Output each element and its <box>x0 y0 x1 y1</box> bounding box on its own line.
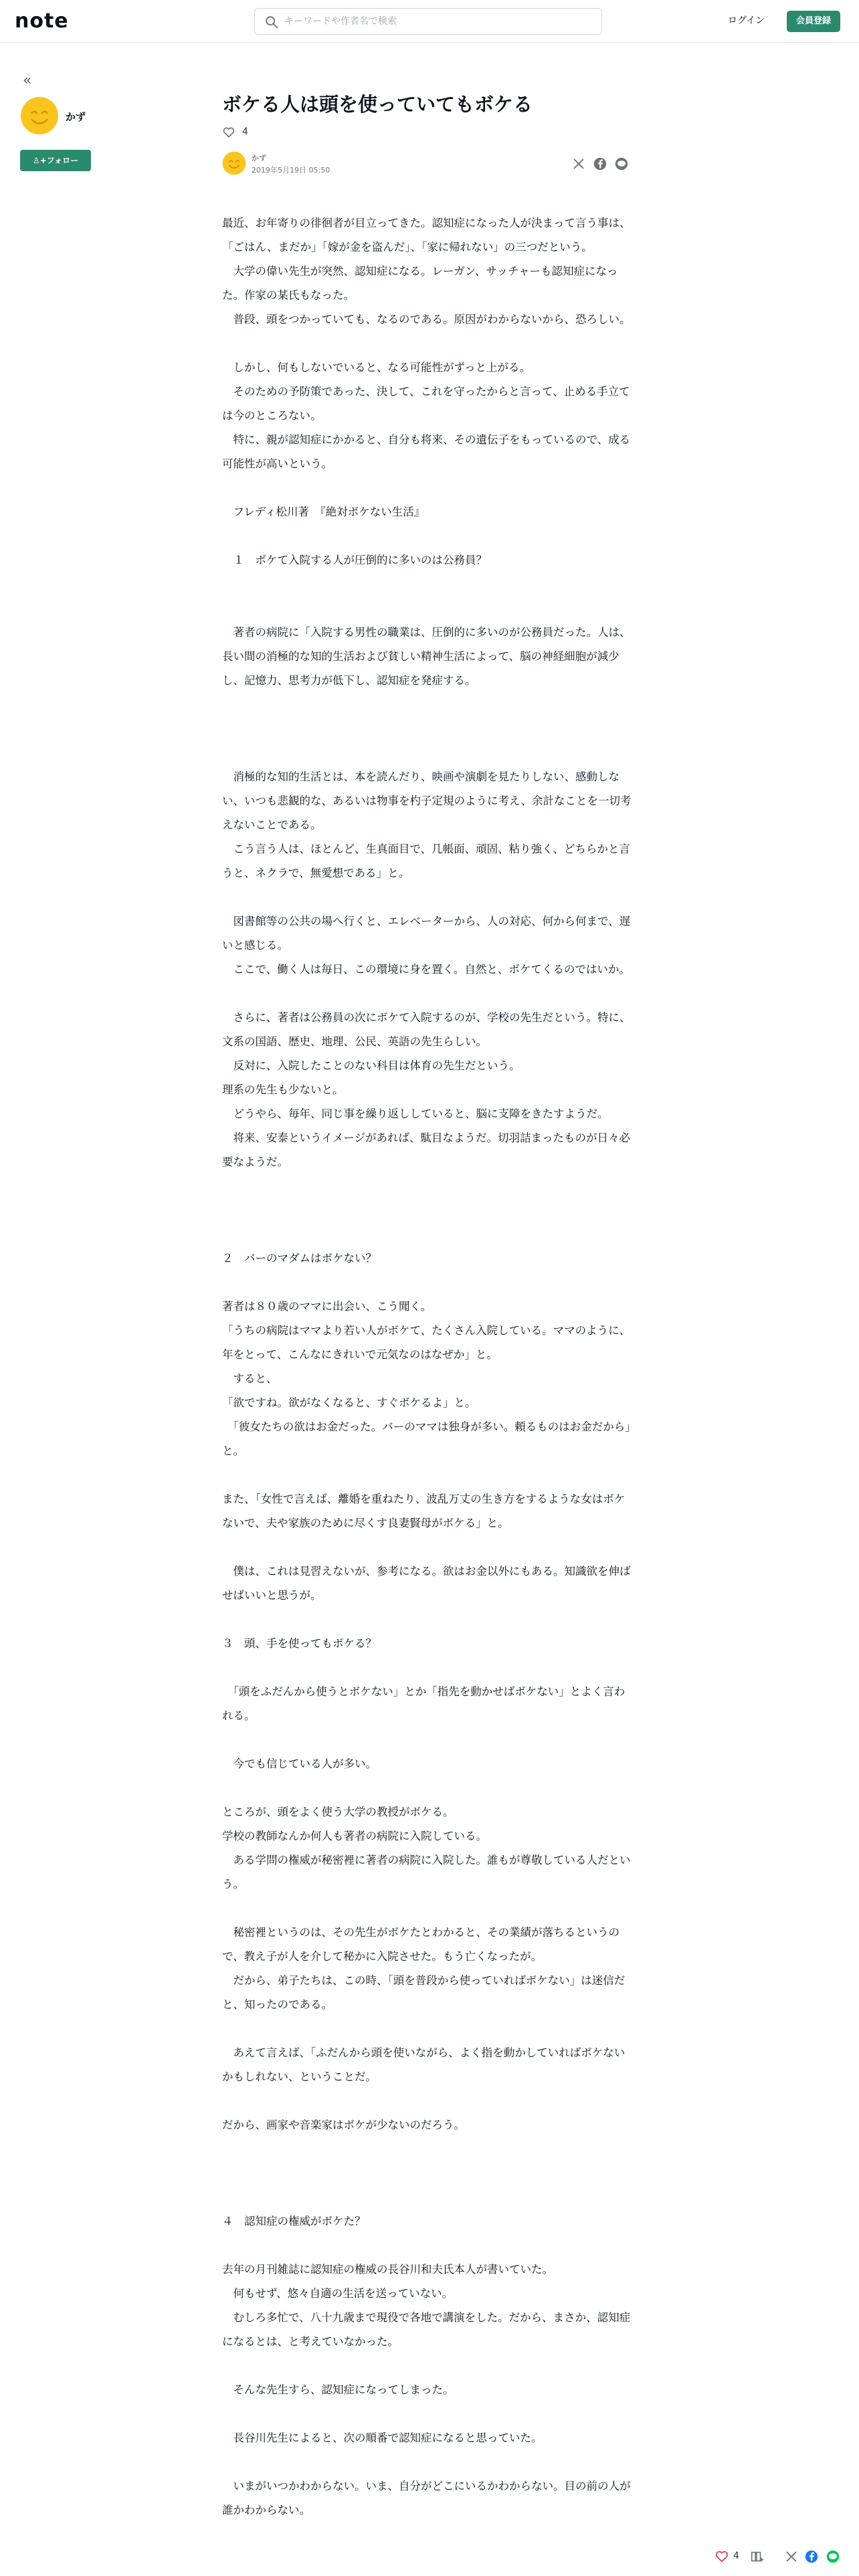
heart-icon[interactable] <box>222 126 235 139</box>
login-link[interactable]: ログイン <box>728 15 765 26</box>
author-name[interactable]: かず <box>252 154 266 163</box>
collapse-sidebar-icon[interactable]: « <box>23 72 32 89</box>
body-paragraph: ３ 頭、手を使ってもボケる？ <box>222 1637 377 1650</box>
body-paragraph: ところが、頭をよく使う大学の教授がボケる。 <box>222 1806 454 1818</box>
body-paragraph: だから、弟子たちは、この時、「頭を普段から使っていればボケない」は迷信だと、知ったのである。 <box>222 1974 626 2011</box>
body-paragraph <box>222 1174 633 1198</box>
body-paragraph: どうやら、毎年、同じ事を繰り返ししていると、脳に支障をきたすようだ。 <box>222 1107 609 1120</box>
body-paragraph <box>222 1271 633 1295</box>
article-body <box>222 211 633 2523</box>
signup-button[interactable]: 会員登録 <box>787 11 840 32</box>
body-paragraph: 僕は、これは見習えないが、参考になる。欲はお金以外にもある。知識欲を伸ばせばいいと思うが。 <box>222 1565 631 1602</box>
body-paragraph <box>222 2089 633 2113</box>
body-paragraph <box>222 717 633 741</box>
body-paragraph <box>222 572 633 597</box>
body-paragraph <box>222 2017 633 2041</box>
body-paragraph: いまがいつかわからない。いま、自分がどこにいるかわからない。目の前の人が誰かわからない。 <box>222 2480 631 2516</box>
facebook-share-icon[interactable] <box>804 2549 819 2564</box>
body-paragraph <box>222 332 633 356</box>
magazine-add-icon[interactable] <box>749 2549 764 2564</box>
body-paragraph: 普段、頭をつかっていても、なるのである。原因がわからないから、恐ろしい。 <box>222 313 631 326</box>
body-paragraph: そんな先生すら、認知症になってしまった。 <box>222 2383 454 2396</box>
body-paragraph: さらに、著者は公務員の次にボケて入院するのが、学校の先生だという。特に、文系の国語、歴史、地理、公民、英語の先生らしい。 <box>222 1011 631 1048</box>
body-paragraph: 去年の月刊雑誌に認知症の権威の長谷川和夫氏本人が書いていた。 <box>222 2263 553 2276</box>
note-logo[interactable]: note <box>15 9 69 33</box>
body-paragraph: 理系の先生も少ないと。 <box>222 1083 344 1096</box>
body-paragraph <box>222 693 633 717</box>
body-paragraph <box>222 1608 633 1632</box>
body-paragraph: むしろ多忙で、八十九歳まで現役で各地で講演をした。だから、まさか、認知症になるとは、と考えていなかった。 <box>222 2311 631 2348</box>
body-paragraph: 学校の教師なんか何人も著者の病院に入院している。 <box>222 1830 487 1842</box>
like-count: 4 <box>242 126 248 137</box>
body-paragraph: 消極的な知的生活とは、本を読んだり、映画や演劇を見たりしない、感動しない、いつも悲観的な、あるいは物事を杓子定規のように考え、余計なことを一切考えないことである。 <box>222 770 632 831</box>
body-paragraph: 秘密裡というのは、その先生がボケたとわかると、その業績が落ちるというので、教え子が人を介して秘かに入院させた。もう亡くなったが。 <box>222 1926 619 1963</box>
body-paragraph <box>222 597 633 621</box>
body-paragraph: そのための予防策であった、決して、これを守ったからと言って、止める手立ては今のところない。 <box>222 385 630 422</box>
body-paragraph: あえて言えば、「ふだんから頭を使いながら、よく指を動かしていればボケないかもしれない、ということだ。 <box>222 2046 626 2083</box>
body-paragraph: 「彼女たちの欲はお金だった。バーのママは独身が多い。頼るものはお金だから」と。 <box>222 1420 631 1457</box>
publish-date: 2019年5月19日 05:50 <box>252 166 330 175</box>
body-paragraph: だから、画家や音楽家はボケが少ないのだろう。 <box>222 2119 465 2131</box>
body-paragraph <box>222 1198 633 1222</box>
follow-label: フォロー <box>46 156 79 165</box>
body-paragraph <box>222 2137 633 2161</box>
body-paragraph <box>222 1222 633 1247</box>
x-share-icon[interactable] <box>571 156 586 171</box>
author-small-avatar[interactable] <box>222 151 246 175</box>
body-paragraph <box>222 2354 633 2378</box>
body-paragraph: 図書館等の公共の場へ行くと、エレベーターから、人の対応、何から何まで、遅いと感じる。 <box>222 915 631 952</box>
x-share-icon[interactable] <box>784 2549 799 2564</box>
body-paragraph: 長谷川先生によると、次の順番で認知症になると思っていた。 <box>222 2432 543 2444</box>
follow-button[interactable] <box>20 150 91 171</box>
body-paragraph <box>222 1897 633 1921</box>
facebook-share-icon[interactable] <box>593 156 607 171</box>
floating-like-count: 4 <box>733 2551 739 2561</box>
author-row <box>222 151 633 178</box>
top-header <box>0 0 859 43</box>
search-icon <box>264 15 279 29</box>
body-paragraph: すると、 <box>222 1372 278 1385</box>
body-paragraph: 「欲ですね。欲がなくなると、すぐボケるよ」と。 <box>222 1396 476 1409</box>
search-input[interactable] <box>284 13 592 30</box>
body-paragraph <box>222 2185 633 2210</box>
follow-plus-icon: ♙+ <box>32 156 47 165</box>
body-paragraph: ２ バーのマダムはボケない？ <box>222 1252 377 1265</box>
body-paragraph <box>222 1728 633 1752</box>
body-paragraph: 著者は８０歳のママに出会い、こう聞く。 <box>222 1300 432 1313</box>
body-paragraph: 今でも信じている人が多い。 <box>222 1757 377 1770</box>
body-paragraph: 「頭をふだんから使うとボケない」とか「指先を動かせばボケない」とよく言われる。 <box>222 1685 626 1722</box>
article-title: ボケる人は頭を使っていてもボケる <box>222 93 533 116</box>
body-paragraph: また、「女性で言えば、離婚を重ねたり、波乱万丈の生き方をするような女はボケないで、夫や家族のために尽くす良妻賢母がボケる」と。 <box>222 1493 626 1529</box>
body-paragraph <box>222 1463 633 1487</box>
body-paragraph <box>222 982 633 1006</box>
body-paragraph: 将来、安泰というイメージがあれば、駄目なようだ。切羽詰まったものが日々必要なようだ。 <box>222 1132 631 1168</box>
body-paragraph <box>222 524 633 548</box>
body-paragraph <box>222 1656 633 1680</box>
line-share-icon[interactable] <box>614 156 629 171</box>
line-share-icon[interactable] <box>826 2549 840 2564</box>
body-paragraph <box>222 476 633 500</box>
body-paragraph: 著者の病院に「入院する男性の職業は、圧倒的に多いのが公務員だった。人は、長い間の消極的な知的生活および貧しい精神生活によって、脳の神経細胞が減少し、記憶力、思考力が低下し、認知症を発症する。 <box>222 626 631 687</box>
body-paragraph: 反対に、入院したことのない科目は体育の先生だという。 <box>222 1059 520 1072</box>
body-paragraph: ４ 認知症の権威がボケた？ <box>222 2215 366 2228</box>
body-paragraph: こう言う人は、ほとんど、生真面目で、几帳面、頑固、粘り強く、どちらかと言うと、ネクラで、無愛想である」と。 <box>222 843 630 879</box>
body-paragraph <box>222 1535 633 1560</box>
body-paragraph <box>222 2234 633 2258</box>
author-avatar[interactable] <box>20 96 59 135</box>
body-paragraph: 最近、お年寄りの徘徊者が目立ってきた。認知症になった人が決まって言う事は、「ごはん、まだか」「嫁が金を盗んだ」、「家に帰れない」の三つだという。 <box>222 217 631 253</box>
body-paragraph: 大学の偉い先生が突然、認知症になる。レーガン、サッチャーも認知症になった。作家の某氏もなった。 <box>222 265 618 302</box>
body-paragraph: ある学問の権威が秘密裡に著者の病院に入院した。誰もが尊敬している人だという。 <box>222 1854 631 1891</box>
body-paragraph <box>222 1776 633 1800</box>
body-paragraph <box>222 2161 633 2185</box>
body-paragraph <box>222 741 633 765</box>
floating-action-bar <box>709 2545 850 2569</box>
body-paragraph: １ ボケて入院する人が圧倒的に多いのは公務員？ <box>222 554 487 566</box>
heart-icon[interactable] <box>714 2549 729 2564</box>
body-paragraph <box>222 885 633 909</box>
body-paragraph: しかし、何もしないでいると、なる可能性がずっと上がる。 <box>222 361 531 374</box>
body-paragraph: フレディ松川著 『絶対ボケない生活』 <box>222 506 425 518</box>
body-paragraph: 「うちの病院はママより若い人がボケて、たくさん入院している。ママのように、年をとって、こんなにきれいで元気なのはなぜか」と。 <box>222 1324 631 1361</box>
body-paragraph: 何もせず、悠々自適の生活を送っていない。 <box>222 2287 454 2300</box>
search-box[interactable] <box>254 8 602 35</box>
body-paragraph <box>222 2450 633 2474</box>
body-paragraph <box>222 2402 633 2426</box>
sidebar-author-name[interactable]: かず <box>66 111 86 123</box>
body-paragraph: 特に、親が認知症にかかると、自分も将来、その遺伝子をもっているので、成る可能性が高いという。 <box>222 433 631 470</box>
body-paragraph: ここで、働く人は毎日、この環境に身を置く。自然と、ボケてくるのではいか。 <box>222 963 630 976</box>
